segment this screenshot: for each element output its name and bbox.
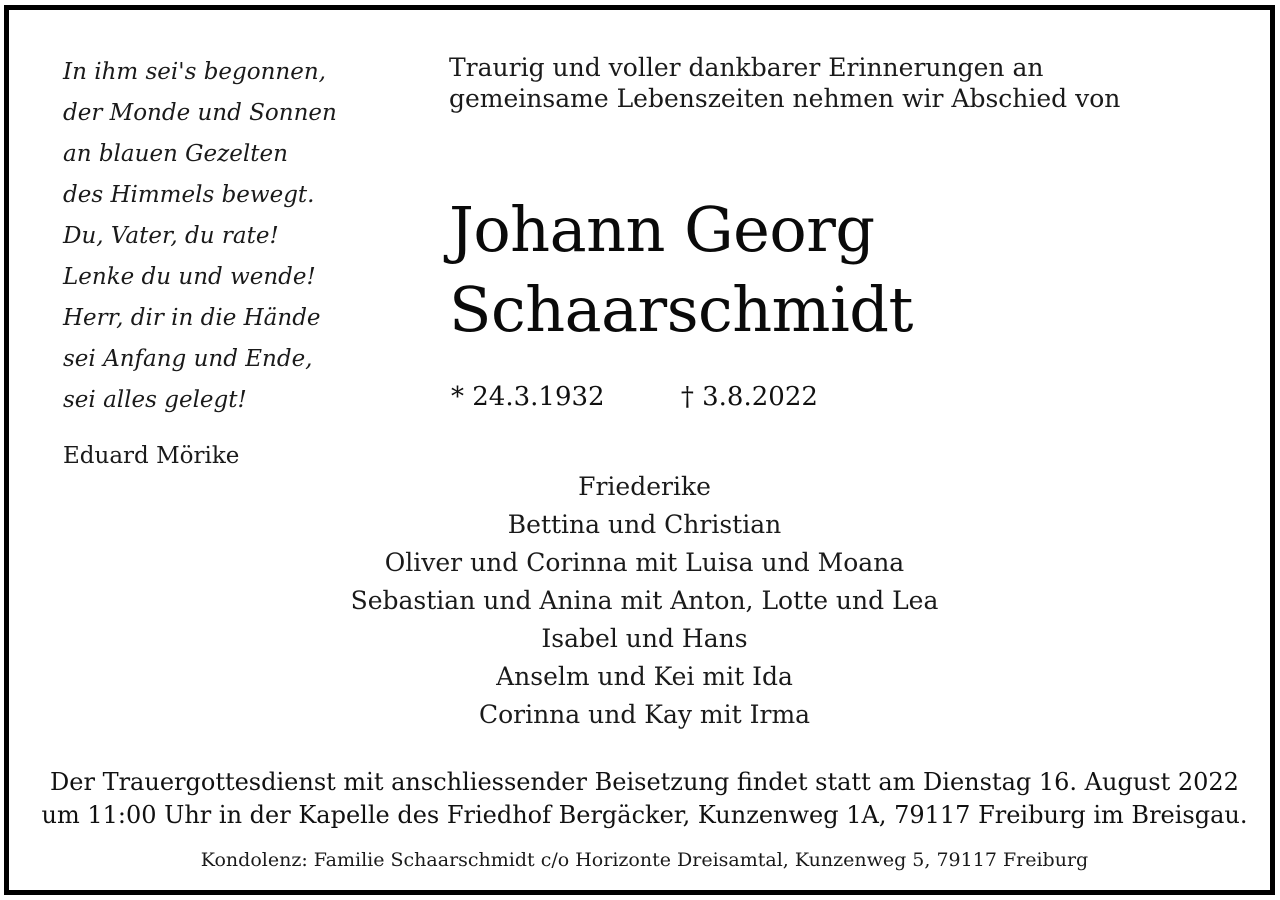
mourner-line: Sebastian und Anina mit Anton, Lotte und Lea (350, 586, 939, 615)
deceased-name (449, 190, 913, 350)
obituary-notice (4, 5, 1275, 895)
poem-line: an blauen Gezelten (63, 141, 288, 167)
intro-line: gemeinsame Lebenszeiten nehmen wir Abschied von (449, 84, 1121, 113)
mourner-line: Oliver und Corinna mit Luisa und Moana (384, 548, 905, 577)
intro-line: Traurig und voller dankbarer Erinnerungen an (449, 53, 1044, 82)
deceased-first-names: Johann Georg (449, 193, 875, 266)
mourner-line: Corinna und Kay mit Irma (478, 700, 811, 729)
mourner-line: Isabel und Hans (541, 624, 748, 653)
poem-line: sei Anfang und Ende, (63, 346, 313, 372)
funeral-service-info (9, 766, 1280, 832)
mourner-line: Friederike (578, 472, 711, 501)
condolence-address: Kondolenz: Familie Schaarschmidt c/o Horizonte Dreisamtal, Kunzenweg 5, 79117 Freiburg (200, 849, 1089, 871)
intro-text (449, 52, 1120, 114)
poem-line: sei alles gelegt! (63, 387, 247, 413)
life-dates (451, 382, 818, 412)
poem-line: der Monde und Sonnen (63, 100, 337, 126)
poem-line: In ihm sei's begonnen, (63, 59, 326, 85)
poem-line: Du, Vater, du rate! (63, 223, 279, 249)
deceased-surname: Schaarschmidt (449, 273, 913, 346)
poem-line: des Himmels bewegt. (63, 182, 315, 208)
mourners-list (9, 468, 1280, 734)
poem (63, 52, 337, 421)
service-line: um 11:00 Uhr in der Kapelle des Friedhof Bergäcker, Kunzenweg 1A, 79117 Freiburg im Breisgau. (41, 801, 1248, 829)
poem-line: Lenke du und wende! (63, 264, 316, 290)
poem-line: Herr, dir in die Hände (63, 305, 321, 331)
death-date: † 3.8.2022 (680, 382, 818, 412)
birth-date: * 24.3.1932 (451, 382, 605, 412)
service-line: Der Trauergottesdienst mit anschliessender Beisetzung findet statt am Dienstag 16. August 2022 (50, 768, 1239, 796)
mourner-line: Anselm und Kei mit Ida (496, 662, 793, 691)
mourner-line: Bettina und Christian (507, 510, 782, 539)
poem-author: Eduard Mörike (63, 443, 240, 469)
